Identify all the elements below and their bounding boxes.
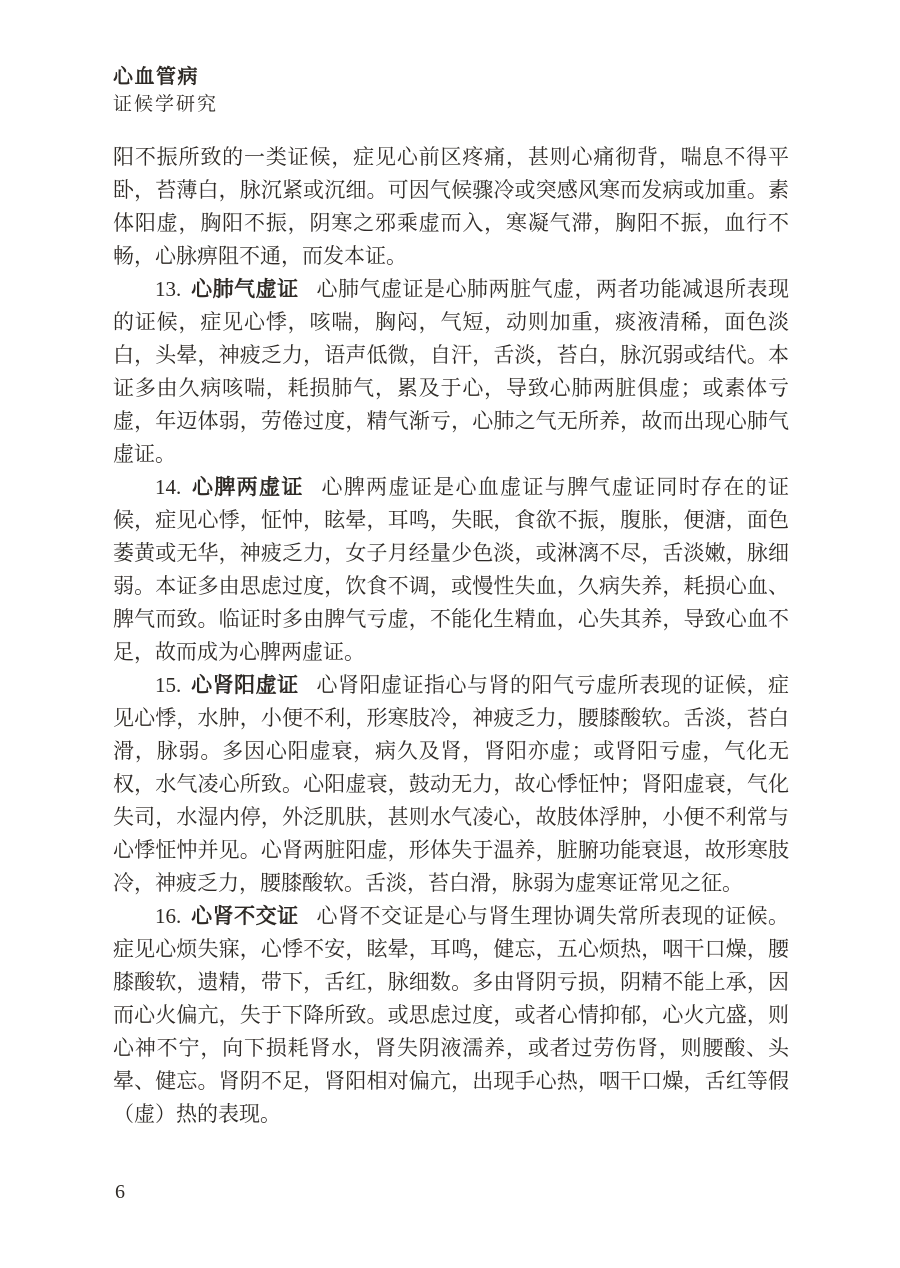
book-subtitle: 证候学研究	[113, 94, 219, 115]
paragraph-continuation	[113, 141, 789, 273]
paragraph-14	[113, 471, 789, 669]
book-title: 心血管病	[113, 66, 199, 88]
paragraph-number: 14.	[155, 475, 182, 499]
paragraph-term: 心肺气虚证	[190, 277, 299, 301]
paragraph-term: 心肾阳虚证	[190, 673, 299, 697]
page-number: 6	[115, 1181, 125, 1203]
paragraph-15	[113, 669, 789, 900]
paragraph-text: 阳不振所致的一类证候，症见心前区疼痛，甚则心痛彻背，喘息不得平卧，苔薄白，脉沉紧或沉细。可因气候骤冷或突感风寒而发病或加重。素体阳虚，胸阳不振，阴寒之邪乘虚而入，寒凝气滞，胸阳不振，血行不畅，心脉痹阻不通，而发本证。	[113, 145, 789, 268]
paragraph-term: 心脾两虚证	[190, 475, 304, 499]
paragraph-16	[113, 900, 789, 1131]
paragraph-number: 15.	[155, 673, 182, 697]
running-header	[113, 64, 218, 118]
paragraph-text: 心脾两虚证是心血虚证与脾气虚证同时存在的证候，症见心悸，怔忡，眩晕，耳鸣，失眠，食欲不振，腹胀，便溏，面色萎黄或无华，神疲乏力，女子月经量少色淡，或淋漓不尽，舌淡嫩，脉细弱。本证多由思虑过度，饮食不调，或慢性失血，久病失养，耗损心血、脾气而致。临证时多由脾气亏虚，不能化生精血，心失其养，导致心血不足，故而成为心脾两虚证。	[113, 475, 790, 664]
paragraph-text: 心肾不交证是心与肾生理协调失常所表现的证候。症见心烦失寐，心悸不安，眩晕，耳鸣，健忘，五心烦热，咽干口燥，腰膝酸软，遗精，带下，舌红，脉细数。多由肾阴亏损，阴精不能上承，因而心火偏亢，失于下降所致。或思虑过度，或者心情抑郁，心火亢盛，则心神不宁，向下损耗肾水，肾失阴液濡养，或者过劳伤肾，则腰酸、头晕、健忘。肾阴不足，肾阳相对偏亢，出现手心热，咽干口燥，舌红等假（虚）热的表现。	[113, 904, 790, 1126]
paragraph-term: 心肾不交证	[190, 904, 299, 928]
paragraph-13	[113, 273, 789, 471]
paragraph-number: 13.	[155, 277, 182, 301]
main-text	[113, 141, 789, 1131]
paragraph-text: 心肺气虚证是心肺两脏气虚，两者功能减退所表现的证候，症见心悸，咳喘，胸闷，气短，动则加重，痰液清稀，面色淡白，头晕，神疲乏力，语声低微，自汗，舌淡，苔白，脉沉弱或结代。本证多由久病咳喘，耗损肺气，累及于心，导致心肺两脏俱虚；或素体亏虚，年迈体弱，劳倦过度，精气渐亏，心肺之气无所养，故而出现心肺气虚证。	[113, 277, 790, 466]
paragraph-number: 16.	[155, 904, 182, 928]
paragraph-text: 心肾阳虚证指心与肾的阳气亏虚所表现的证候，症见心悸，水肿，小便不利，形寒肢冷，神疲乏力，腰膝酸软。舌淡，苔白滑，脉弱。多因心阳虚衰，病久及肾，肾阳亦虚；或肾阳亏虚，气化无权，水气凌心所致。心阳虚衰，鼓动无力，故心悸怔忡；肾阳虚衰，气化失司，水湿内停，外泛肌肤，甚则水气凌心，故肢体浮肿，小便不利常与心悸怔忡并见。心肾两脏阳虚，形体失于温养，脏腑功能衰退，故形寒肢冷，神疲乏力，腰膝酸软。舌淡，苔白滑，脉弱为虚寒证常见之征。	[113, 673, 790, 895]
